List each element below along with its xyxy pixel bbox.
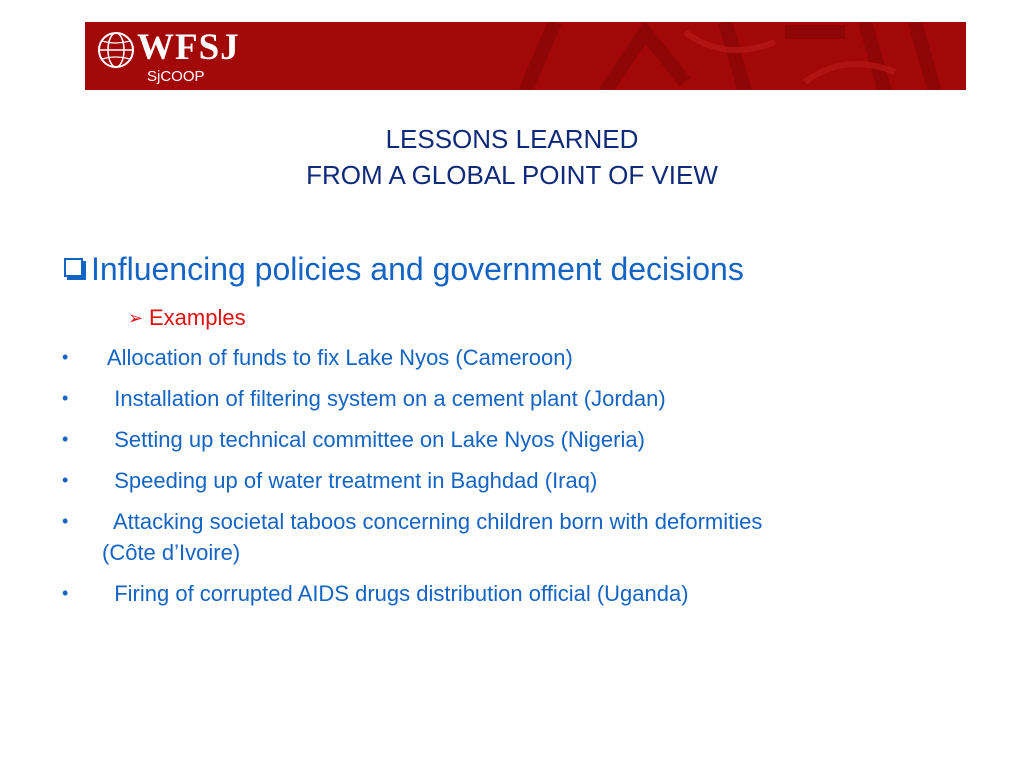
title-line-1: LESSONS LEARNED [385, 124, 639, 154]
list-item-continuation: (Côte d’Ivoire) [102, 540, 241, 565]
list-item [62, 383, 982, 414]
examples-subheading [128, 304, 246, 332]
bullet-marker: • [62, 429, 69, 449]
list-item-text: Allocation of funds to fix Lake Nyos (Cameroon) [102, 345, 573, 370]
bullet-marker: • [62, 388, 69, 408]
checkbox-square-icon [64, 258, 83, 277]
list-item-text: Setting up technical committee on Lake Nyos (Nigeria) [102, 427, 645, 452]
bullet-marker: • [62, 347, 69, 367]
list-item [62, 506, 982, 568]
bullet-marker: • [62, 583, 69, 603]
logo-subtitle: SjCOOP [147, 68, 205, 85]
header-banner [85, 22, 966, 90]
title-line-2: FROM A GLOBAL POINT OF VIEW [306, 160, 718, 190]
logo-wordmark: WFSJ [137, 27, 240, 68]
list-item [62, 424, 982, 455]
list-item [62, 465, 982, 496]
examples-list [62, 342, 982, 619]
arrow-bullet-icon: ➢ [128, 308, 144, 328]
list-item-text: Installation of filtering system on a cement plant (Jordan) [102, 386, 666, 411]
examples-text: Examples [149, 305, 246, 330]
section-heading-text: Influencing policies and government decisions [91, 251, 744, 287]
list-item [62, 342, 982, 373]
list-item-text: Firing of corrupted AIDS drugs distribution official (Uganda) [102, 581, 689, 606]
bullet-marker: • [62, 470, 69, 490]
list-item-text: Attacking societal taboos concerning children born with deformities [102, 509, 763, 534]
section-heading [64, 249, 744, 289]
globe-logo-icon [96, 30, 136, 70]
bullet-marker: • [62, 511, 69, 531]
slide-title [0, 121, 1024, 193]
list-item [62, 578, 982, 609]
list-item-text: Speeding up of water treatment in Baghdad (Iraq) [102, 468, 598, 493]
